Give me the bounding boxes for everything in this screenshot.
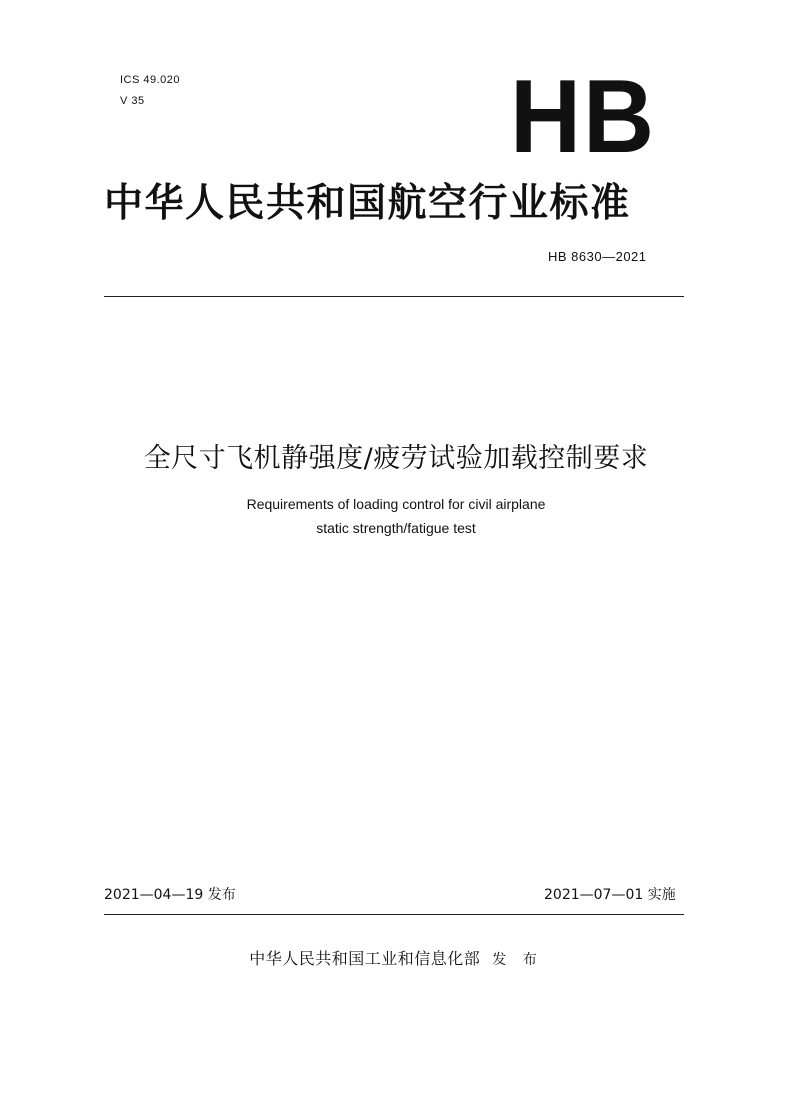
english-title-line-1: Requirements of loading control for civil airplane (246, 496, 546, 512)
hb-logo-mark (508, 76, 658, 158)
publisher-name: 中华人民共和国工业和信息化部 (249, 949, 481, 968)
ics-code: ICS 49.020 (120, 74, 181, 86)
industry-standard-title: 中华人民共和国航空行业标准 (104, 181, 631, 226)
issue-date: 2021—04—19 发布 (104, 887, 236, 903)
top-divider (104, 296, 684, 297)
hb-logo (508, 76, 658, 158)
classification-code: V 35 (120, 95, 145, 107)
english-title-line-2: static strength/fatigue test (316, 520, 476, 536)
bottom-divider (104, 914, 684, 915)
standard-number: HB 8630—2021 (548, 249, 647, 264)
implementation-date: 2021—07—01 实施 (544, 887, 676, 903)
publisher-line (0, 946, 792, 969)
chinese-title: 全尺寸飞机静强度/疲劳试验加载控制要求 (143, 443, 649, 474)
hb-logo-text: HB (510, 76, 656, 158)
publish-word: 发 布 (492, 952, 543, 968)
